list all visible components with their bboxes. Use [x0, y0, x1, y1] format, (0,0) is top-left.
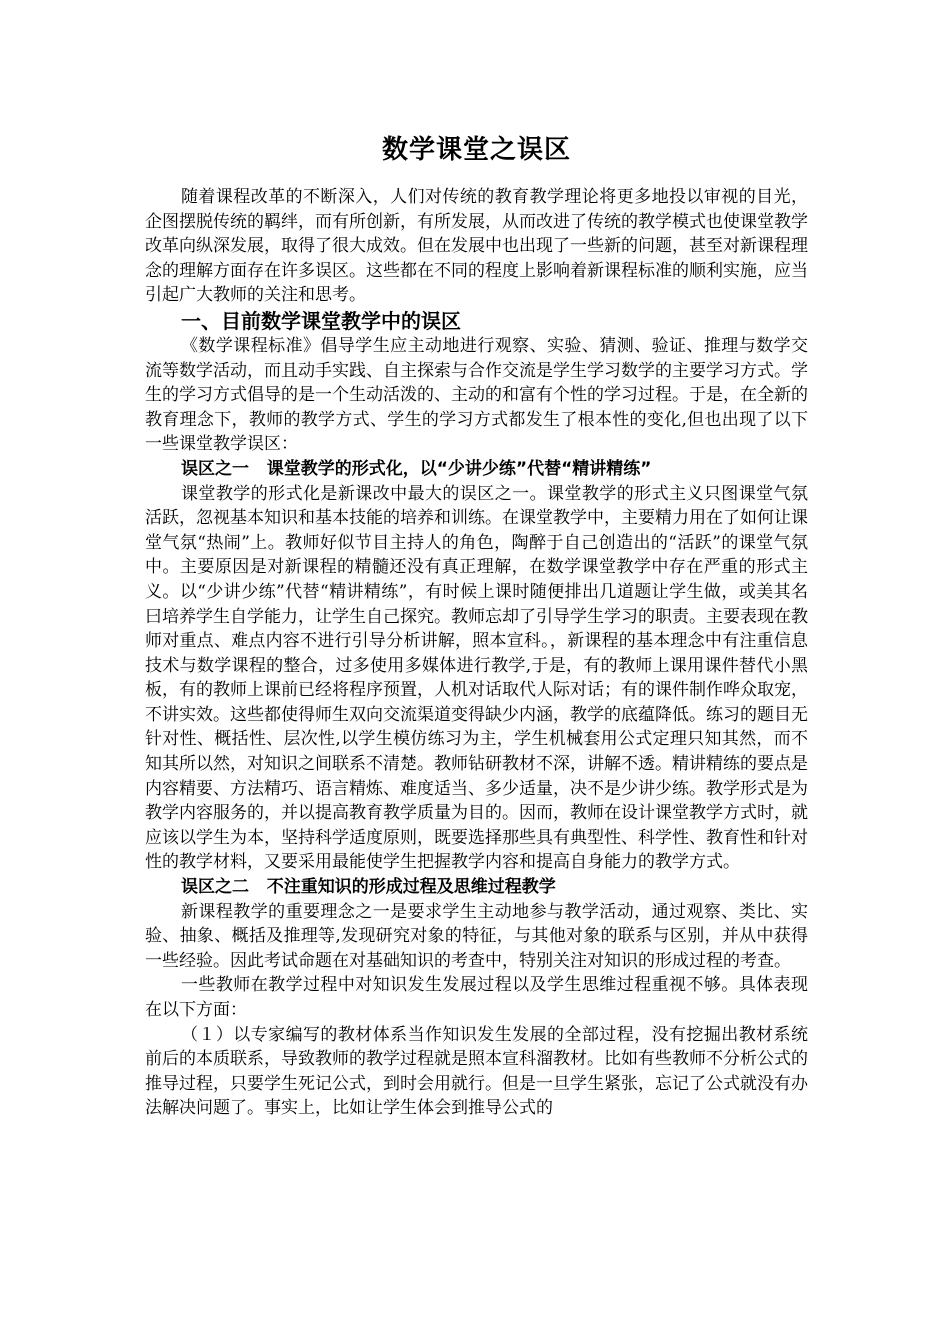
misconception-two-heading: 误区之二 不注重知识的形成过程及思维过程教学 — [181, 877, 556, 898]
section-paragraph: 《数学课程标准》倡导学生应主动地进行观察、实验、猜测、验证、推理与数学交流等数学活动，而且动手实践、自主探索与合作交流是学生学习数学的主要学习方式。学生的学习方式倡导的是一个生动活泼的、主动的和富有个性的学习过程。于是，在全新的教育理念下，教师的教学方式、学生的学习方式都发生了根本性的变化,但也出现了以下一些课堂教学误区： — [145, 335, 808, 455]
misconception-two-list-item: （１）以专家编写的教材体系当作知识发生发展的全部过程，没有挖掘出教材系统前后的本质联系，导致教师的教学过程就是照本宣科溜教材。比如有些教师不分析公式的推导过程，只要学生死记公式，到时会用就行。但是一旦学生紧张，忘记了公式就没有办法解决问题了。事实上，比如让学生体会到推导公式的 — [145, 1024, 808, 1119]
section-heading: 一、目前数学课堂教学中的误区 — [181, 308, 461, 333]
intro-paragraph: 随着课程改革的不断深入，人们对传统的教育教学理论将更多地投以审视的目光，企图摆脱传统的羁绊，而有所创新，有所发展，从而改进了传统的教学模式也使课堂教学改革向纵深发展，取得了很大成效。但在发展中也出现了一些新的问题，甚至对新课程理念的理解方面存在许多误区。这些都在不同的程度上影响着新课程标准的顺利实施，应当引起广大教师的关注和思考。 — [145, 187, 808, 306]
misconception-two-paragraph: 一些教师在教学过程中对知识发生发展过程以及学生思维过程重视不够。具体表现在以下方面： — [145, 975, 808, 1020]
page-title: 数学课堂之误区 — [381, 135, 571, 165]
misconception-one-heading: 误区之一 课堂教学的形式化，以“少讲少练”代替“精讲精练” — [181, 458, 652, 479]
misconception-two-paragraph: 新课程教学的重要理念之一是要求学生主动地参与教学活动，通过观察、类比、实验、抽象、概括及推理等,发现研究对象的特征，与其他对象的联系与区别，并从中获得一些经验。因此考试命题在对基础知识的考查中，特别关注对知识的形成过程的考查。 — [145, 901, 808, 971]
misconception-one-paragraph: 课堂教学的形式化是新课改中最大的误区之一。课堂教学的形式主义只图课堂气氛活跃，忽视基本知识和基本技能的培养和训练。在课堂教学中，主要精力用在了如何让课堂气氛“热闹”上。教师好似节目主持人的角色，陶醉于自己创造出的“活跃”的课堂气氛中。主要原因是对新课程的精髓还没有真正理解，在数学课堂教学中存在严重的形式主义。以“少讲少练”代替“精讲精练”，有时候上课时随便排出几道题让学生做，或美其名曰培养学生自学能力，让学生自己探究。教师忘却了引导学生学习的职责。主要表现在教师对重点、难点内容不进行引导分析讲解，照本宣科。，新课程的基本理念中有注重信息技术与数学课程的整合，过多使用多媒体进行教学,于是，有的教师上课用课件替代小黑板，有的教师上课前已经将程序预置，人机对话取代人际对话；有的课件制作哗众取宠，不讲实效。这些都使得师生双向交流渠道变得缺少内涵，教学的底蕴降低。练习的题目无针对性、概括性、层次性,以学生模仿练习为主，学生机械套用公式定理只知其然，而不知其所以然，对知识之间联系不清楚。教师钻研教材不深，讲解不透。精讲精练的要点是内容精要、方法精巧、语言精炼、难度适当、多少适量，决不是少讲少练。教学形式是为教学内容服务的，并以提高教育教学质量为目的。因而，教师在设计课堂教学方式时，就应该以学生为本，坚持科学适度原则，既要选择那些具有典型性、科学性、教育性和针对性的教学材料，又要采用最能使学生把握教学内容和提高自身能力的教学方式。 — [145, 483, 808, 873]
